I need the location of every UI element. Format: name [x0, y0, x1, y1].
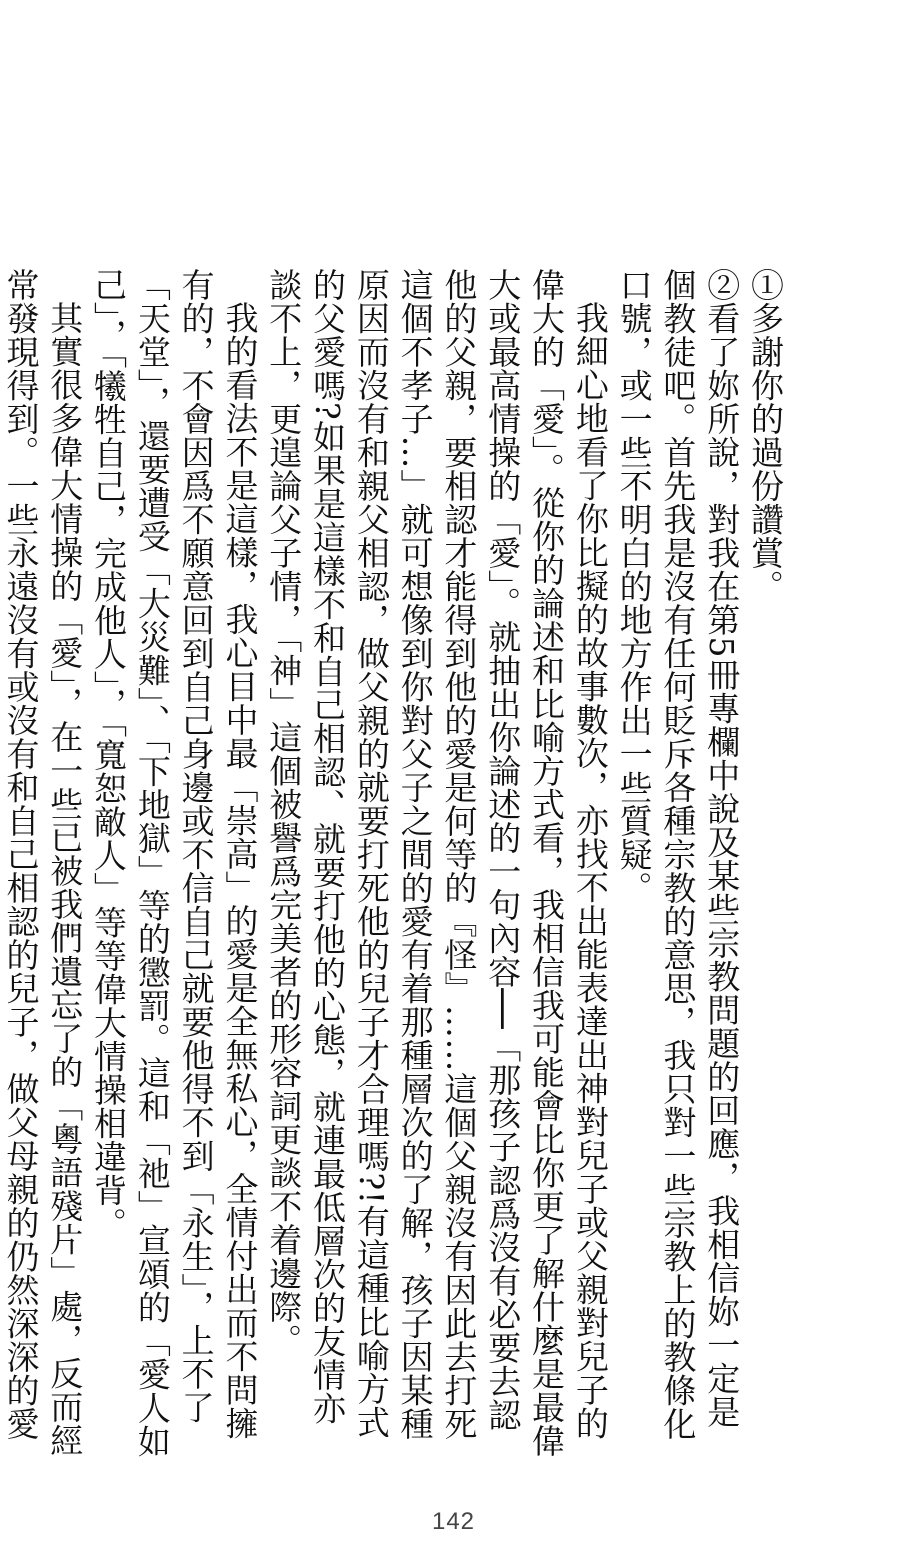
paragraph-2: ②看了妳所說，對我在第5冊專欄中說及某些宗教問題的回應，我相信妳一定是個教徒吧。首先我是沒有任何貶斥各種宗教的意思，我只對一些宗教上的教條化口號，或一些不明白的地方作出一些質疑。: [614, 268, 742, 1441]
vertical-text-body: [1, 268, 787, 1458]
page-number: 142: [431, 1508, 476, 1535]
paragraph-1: ①多謝你的過份讚賞。: [746, 268, 785, 603]
paragraph-3: 我細心地看了你比擬的故事數次，亦找不出能表達出神對兒子或父親對兒子的偉大的「愛」。從你的論述和比喻方式看，我相信我可能會比你更了解什麼是最偉大或最高情操的「愛」。就抽出你論述的一句內容──「那孩子認爲沒有必要去認他的父親，要相認才能得到他的愛是何等的『怪』……這個父親沒有因此去打死這個不孝子…」就可想像到你對父子之間的愛有着那種層次的了解，孩子因某種原因而沒有和親父相認，做父親的就要打死他的兒子才合理嗎?!有這種比喻方式的父愛嗎?如果是這樣不和自己相認、就要打他的心態，就連最低層次的友情亦談不上，更遑論父子情，「神」這個被譽爲完美者的形容詞更談不着邊際。: [264, 268, 610, 1458]
paragraph-4: 我的看法不是這樣，我心目中最「崇高」的愛是全無私心，全情付出而不問擁有的，不會因爲不願意回到自己身邊或不信自己就要他得不到「永生」，上不了「天堂」，還要遭受「大災難」、「下地獄」等的懲罰。這和「祂」宣頌的「愛人如己」，「犧牲自己，完成他人」，「寬恕敵人」等等偉大情操相違背。: [89, 268, 260, 1458]
paragraph-5: 其實很多偉大情操的「愛」，在一些已被我們遺忘了的「粵語殘片」處，反而經常發現得到。一些永遠沒有或沒有和自己相認的兒子，做父母親的仍然深深的愛: [1, 268, 85, 1457]
